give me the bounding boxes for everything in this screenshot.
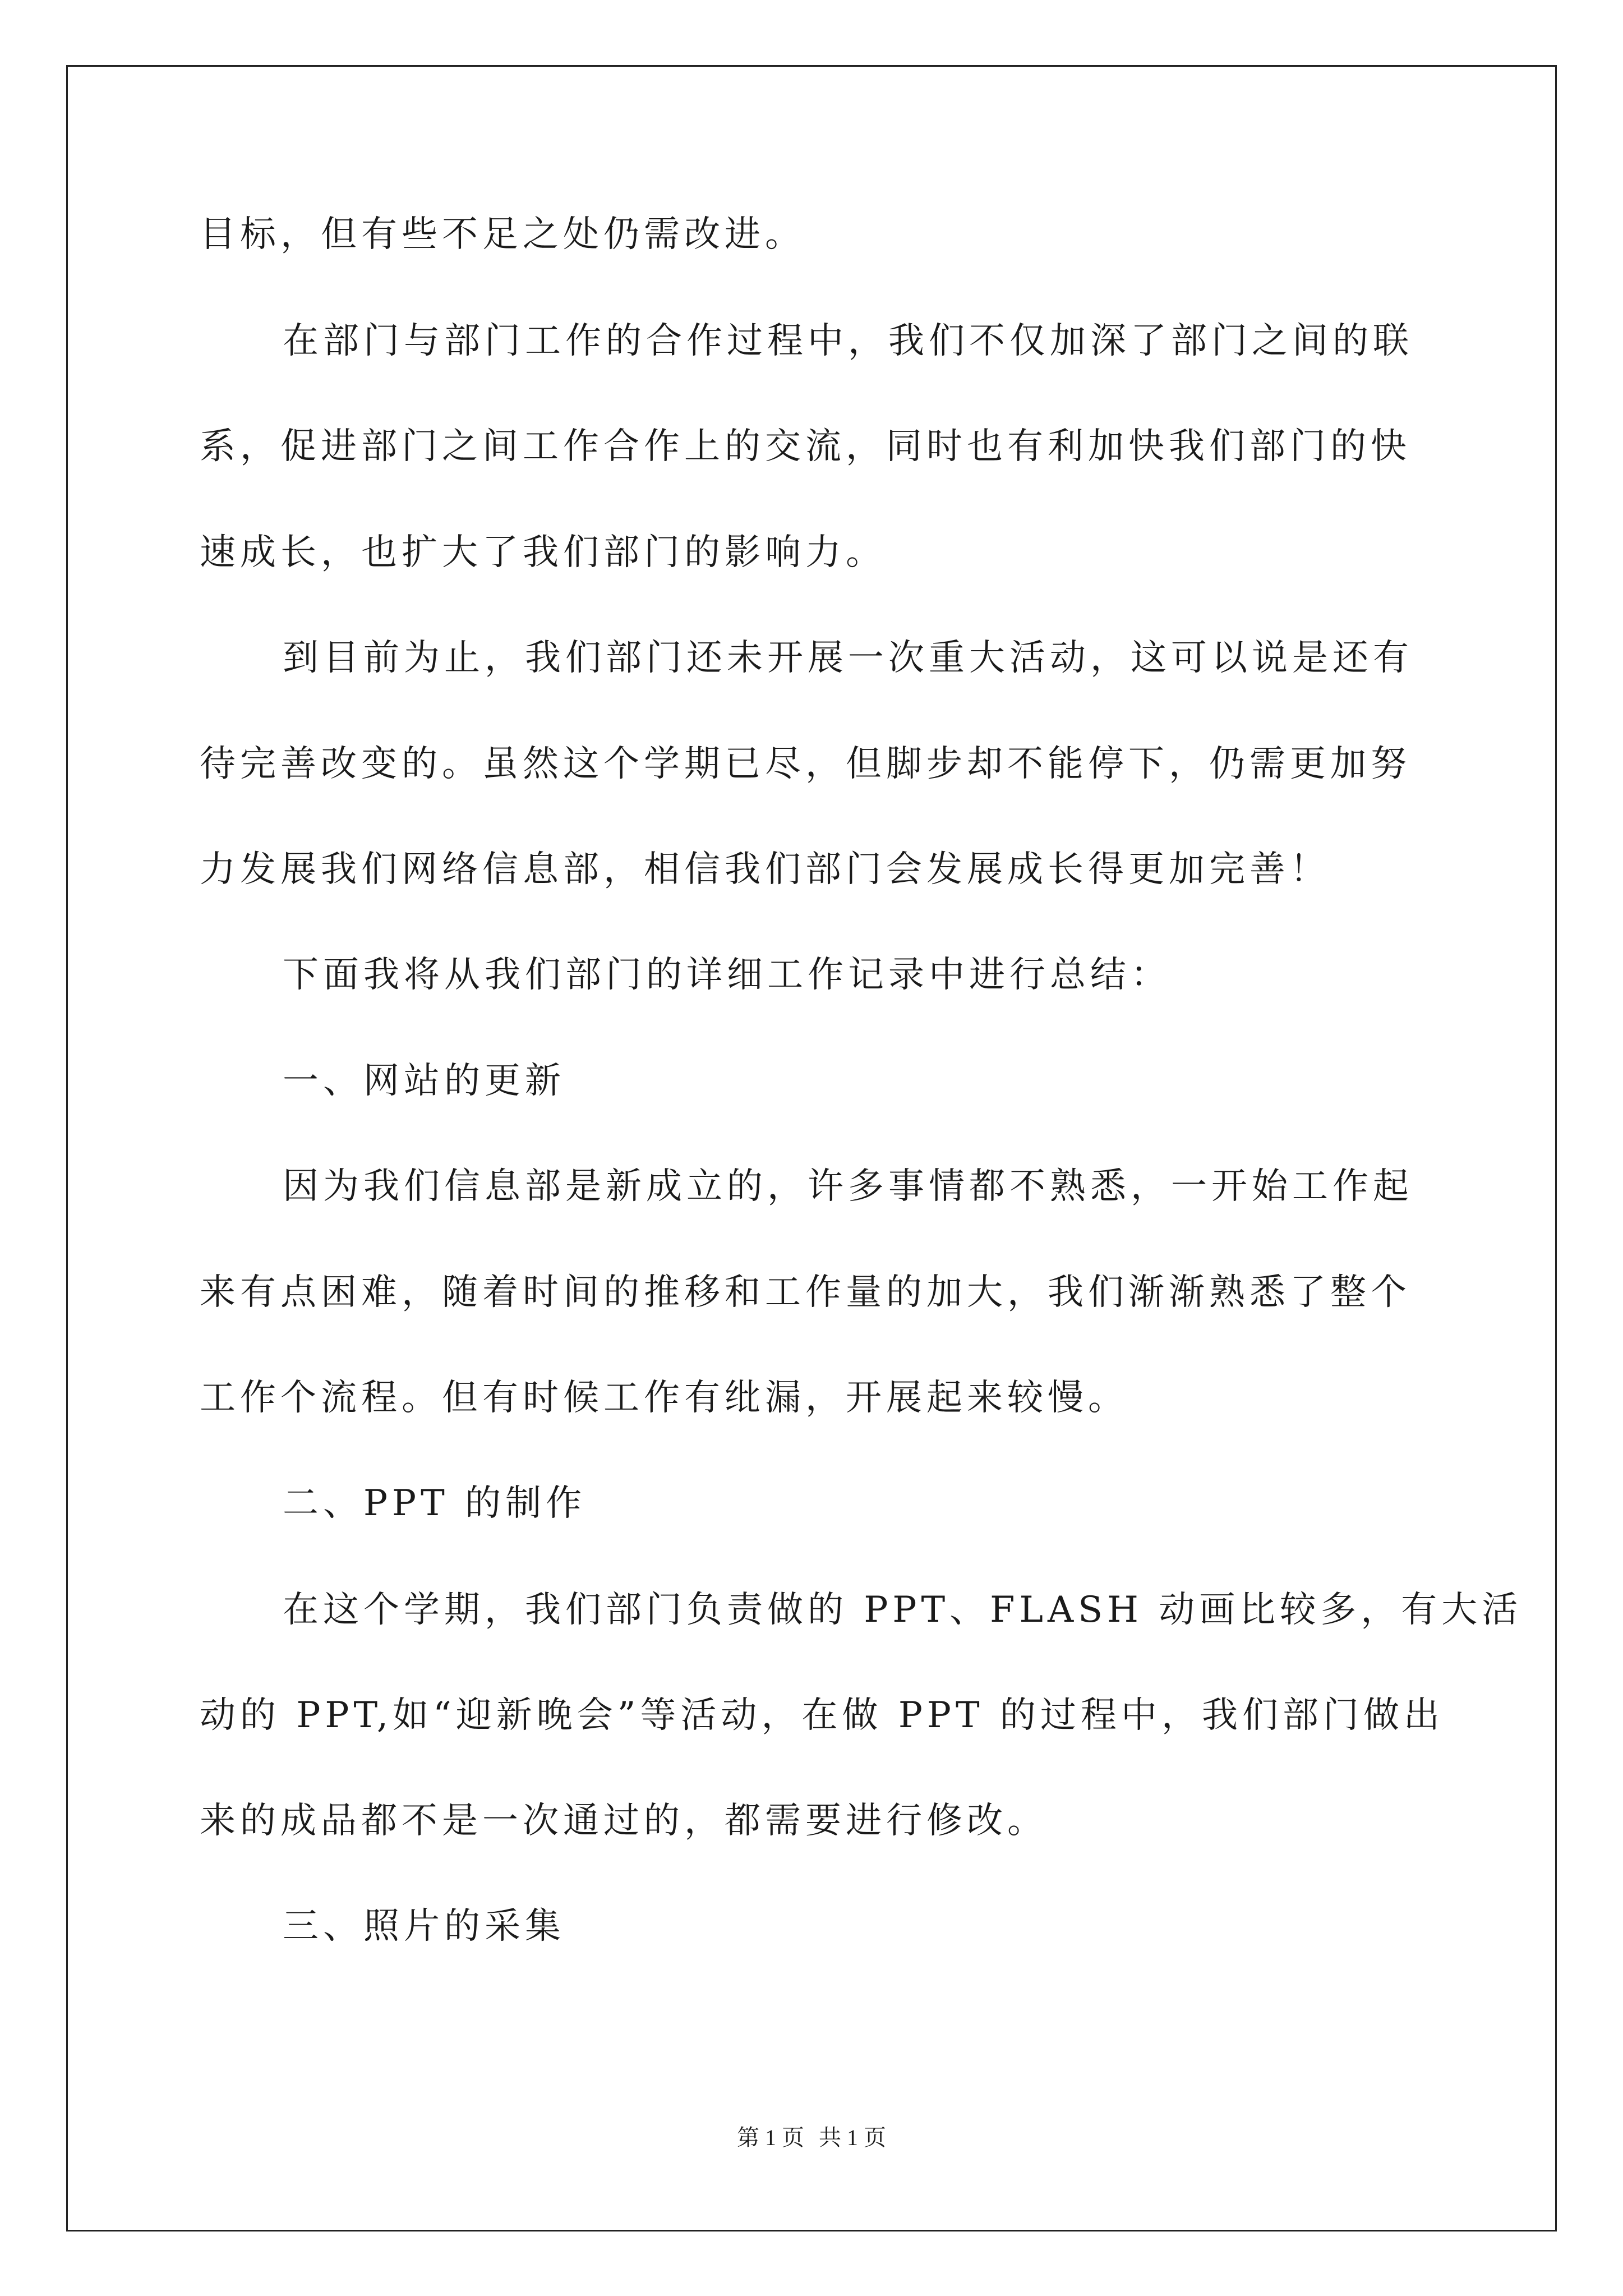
- text-line-7: 力发展我们网络信息部，相信我们部门会发展成长得更加完善！: [200, 849, 1330, 890]
- text-line-3: 系，促进部门之间工作合作上的交流，同时也有利加快我们部门的快: [200, 426, 1411, 467]
- page-number-total: 共 1 页: [819, 2125, 886, 2150]
- page-number-current: 第 1 页: [737, 2125, 804, 2150]
- text-line-14: 在这个学期，我们部门负责做的 PPT、FLASH 动画比较多，有大活: [283, 1589, 1523, 1631]
- text-line-5: 到目前为止，我们部门还未开展一次重大活动，这可以说是还有: [283, 637, 1413, 679]
- text-line-10: 因为我们信息部是新成立的，许多事情都不熟悉，一开始工作起: [283, 1166, 1413, 1207]
- section-heading-3: 三、照片的采集: [283, 1906, 565, 1947]
- text-line-1: 目标，但有些不足之处仍需改进。: [200, 214, 805, 255]
- section-heading-1: 一、网站的更新: [283, 1060, 565, 1102]
- text-line-2: 在部门与部门工作的合作过程中，我们不仅加深了部门之间的联: [283, 320, 1413, 362]
- page-footer: [0, 2124, 1623, 2152]
- text-line-12: 工作个流程。但有时候工作有纰漏，开展起来较慢。: [200, 1377, 1128, 1419]
- text-line-4: 速成长，也扩大了我们部门的影响力。: [200, 532, 886, 573]
- text-line-8: 下面我将从我们部门的详细工作记录中进行总结：: [283, 954, 1171, 996]
- text-line-15: 动的 PPT,如“迎新晚会”等活动，在做 PPT 的过程中，我们部门做出: [200, 1695, 1445, 1736]
- text-line-16: 来的成品都不是一次通过的，都需要进行修改。: [200, 1800, 1048, 1842]
- section-heading-2: 二、PPT 的制作: [283, 1483, 587, 1524]
- text-line-6: 待完善改变的。虽然这个学期已尽，但脚步却不能停下，仍需更加努: [200, 743, 1411, 785]
- text-line-11: 来有点困难，随着时间的推移和工作量的加大，我们渐渐熟悉了整个: [200, 1272, 1411, 1313]
